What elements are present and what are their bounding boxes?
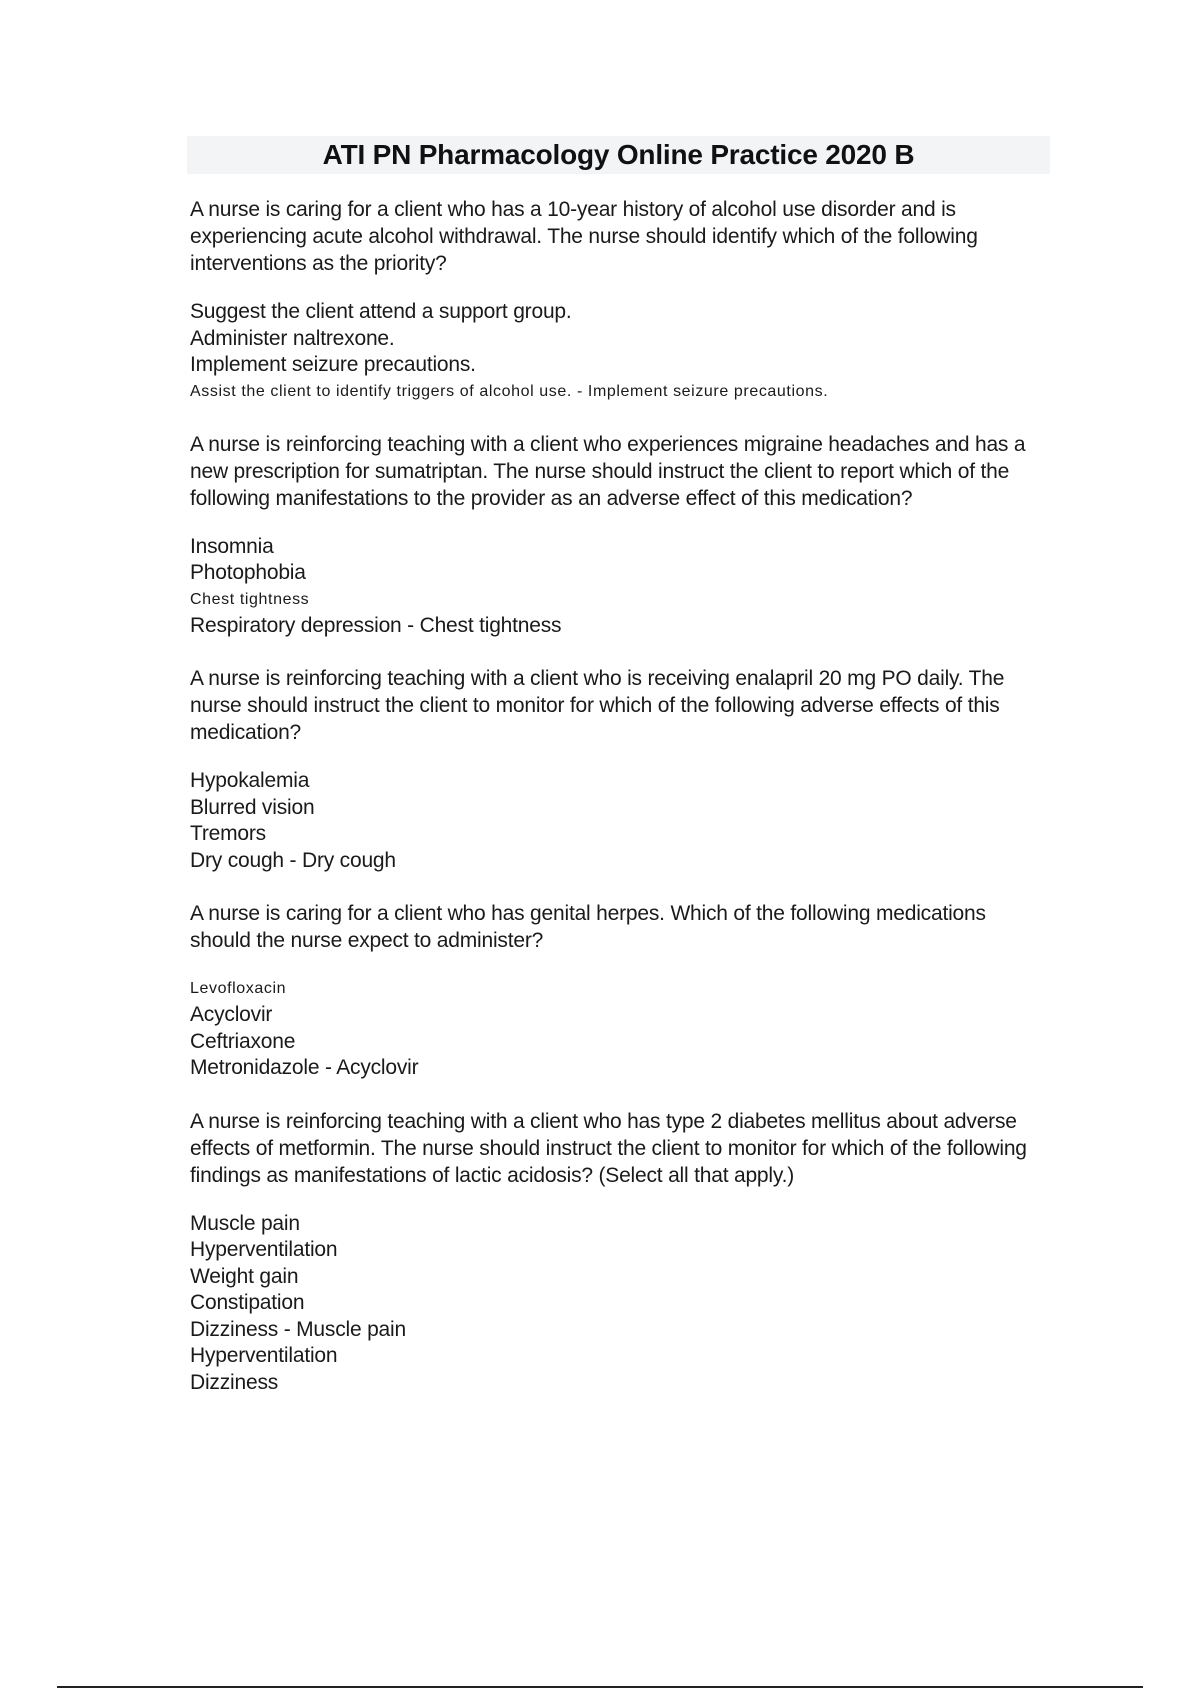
question-block-2 [190, 431, 1050, 640]
option-item-with-answer: Assist the client to identify triggers of alcohol use. - Implement seizure precautions. [190, 382, 829, 400]
option-item: Levofloxacin [190, 980, 287, 997]
option-item: Ceftriaxone [190, 1029, 296, 1053]
question-block-4 [190, 900, 1050, 1082]
option-item: Muscle pain [190, 1211, 300, 1235]
question-stem: A nurse is reinforcing teaching with a client who is receiving enalapril 20 mg PO daily. The nurse should instruct the client to monitor for which of the following adverse effects of this medication? [190, 667, 1005, 744]
option-item: Tremors [190, 822, 266, 845]
question-block-5 [190, 1108, 1050, 1397]
option-item: Blurred vision [190, 795, 315, 819]
option-item: Insomnia [190, 534, 274, 558]
document-title: ATI PN Pharmacology Online Practice 2020 B [322, 139, 915, 170]
footer-divider [57, 1686, 1143, 1688]
option-list [190, 534, 1050, 640]
option-item-with-answer: Dry cough - Dry cough [190, 848, 396, 872]
option-item-answer-continued: Hyperventilation [190, 1344, 338, 1367]
option-item-with-answer: Dizziness - Muscle pain [190, 1317, 406, 1341]
option-item: Chest tightness [190, 590, 310, 608]
option-item: Hyperventilation [190, 1238, 338, 1261]
option-list [190, 768, 1050, 874]
option-item-with-answer: Respiratory depression - Chest tightness [190, 613, 562, 637]
option-item: Acyclovir [190, 1003, 273, 1026]
option-item-with-answer: Metronidazole - Acyclovir [190, 1056, 419, 1079]
question-stem: A nurse is reinforcing teaching with a client who experiences migraine headaches and has a new prescription for sumatriptan. The nurse should instruct the client to report which of the following manifestations to the provider as an adverse effect of this medication? [190, 432, 1026, 510]
question-block-3 [190, 665, 1050, 874]
question-stem: A nurse is reinforcing teaching with a client who has type 2 diabetes mellitus about adverse effects of metformin. The nurse should instruct the client to monitor for which of the following findings as manifestations of lactic acidosis? (Select all that apply.) [190, 1109, 1027, 1187]
option-item: Weight gain [190, 1264, 299, 1288]
option-item: Constipation [190, 1291, 305, 1314]
option-item-answer-continued: Dizziness [190, 1370, 279, 1394]
option-list [190, 299, 1050, 405]
option-item: Photophobia [190, 561, 306, 584]
option-item: Implement seizure precautions. [190, 353, 476, 376]
option-list [190, 976, 1050, 1082]
option-item: Hypokalemia [190, 769, 310, 792]
question-stem: A nurse is caring for a client who has genital herpes. Which of the following medications should the nurse expect to administer? [190, 902, 986, 952]
option-list [190, 1211, 1050, 1397]
option-item: Administer naltrexone. [190, 326, 395, 350]
document-body [190, 196, 1050, 1422]
question-block-1 [190, 196, 1050, 405]
option-item: Suggest the client attend a support group. [190, 300, 572, 323]
question-stem: A nurse is caring for a client who has a 10-year history of alcohol use disorder and is experiencing acute alcohol withdrawal. The nurse should identify which of the following interventions as the priority? [190, 198, 978, 275]
